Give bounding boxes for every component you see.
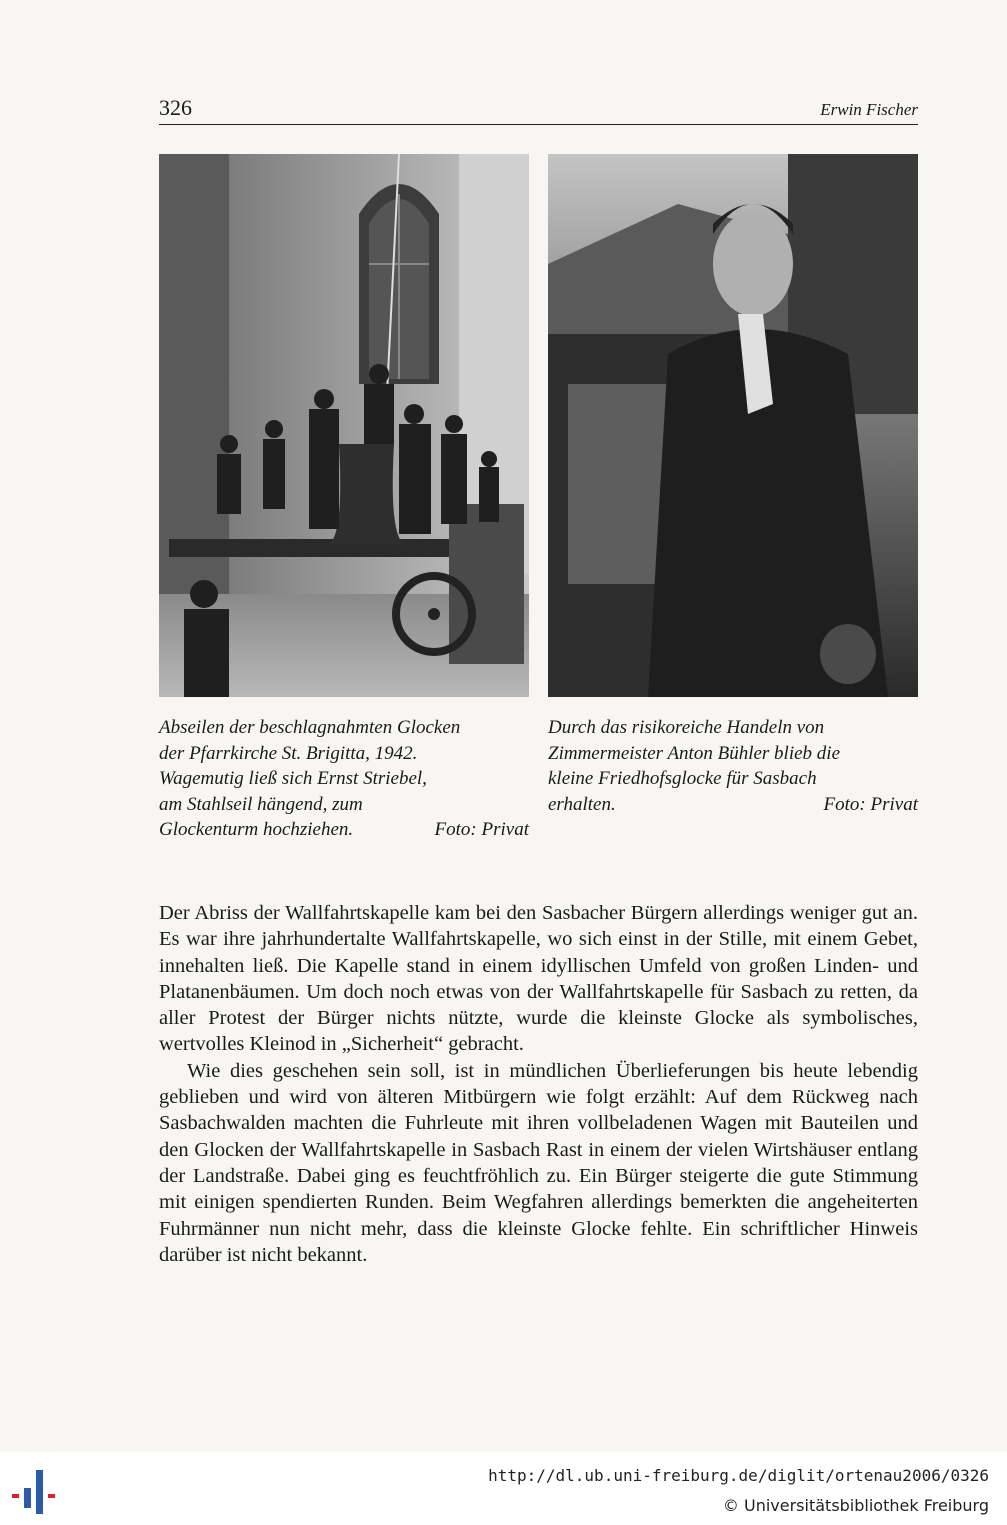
ub-freiburg-logo-icon [12, 1464, 64, 1514]
photo-credit: Foto: Privat [434, 819, 529, 840]
caption-line: Abseilen der beschlagnahmten Glocken [159, 717, 461, 738]
source-url-link[interactable]: http://dl.ub.uni-freiburg.de/diglit/ortenau2006/0326 [488, 1466, 989, 1485]
body-text [159, 900, 918, 1268]
paragraph: Der Abriss der Wallfahrtskapelle kam bei den Sasbacher Bürgern allerdings weniger gut an. Es war ihre jahrhundertalte Wallfahrtskapelle, wo sich einst in der Stille, mit einem Gebet, innehalten ließ. Die Kapelle stand in einem idyllischen Umfeld von großen Linden- und Platanenbäumen. Um doch noch etwas von der Wallfahrtskapelle für Sasbach zu retten, da aller Protest der Bürger nichts nützte, wurde die kleinste Glocke als symbolisches, wertvolles Kleinod in „Sicherheit“ gebracht. [159, 902, 918, 1056]
running-header [159, 96, 918, 125]
page-number: 326 [159, 95, 192, 120]
caption-line: Zimmermeister Anton Bühler blieb die [548, 742, 841, 764]
photo-credit: Foto: Privat [823, 793, 918, 815]
photo-portrait-anton-buehler [548, 154, 918, 697]
caption-line: am Stahlseil hängend, zum [159, 793, 363, 815]
footer [0, 1452, 1007, 1525]
caption-line-last [548, 792, 918, 818]
caption-line: Wagemutig ließ sich Ernst Striebel, [159, 768, 427, 789]
caption-line-last [159, 817, 529, 843]
caption-left [159, 715, 529, 843]
caption-line-text: Glockenturm hochziehen. [159, 819, 354, 840]
caption-line-text: erhalten. [548, 793, 616, 815]
copyright-notice: © Universitätsbibliothek Freiburg [722, 1496, 989, 1515]
caption-line: Durch das risikoreiche Handeln von [548, 717, 825, 738]
caption-right [548, 715, 918, 817]
running-author: Erwin Fischer [820, 100, 918, 119]
caption-line: der Pfarrkirche St. Brigitta, 1942. [159, 742, 418, 764]
photo-bell-removal [159, 154, 529, 697]
paragraph: Wie dies geschehen sein soll, ist in mündlichen Überlieferungen bis heute lebendig geblieben und wird von älteren Mitbürgern wie folgt erzählt: Auf dem Rückweg nach Sasbachwalden machten die Fuhrleute mit ihren vollbeladenen Wagen mit Bauteilen und den Glocken der Wallfahrtskapelle in Sasbach Rast in einem der vielen Wirtshäuser entlang der Landstraße. Dabei ging es feuchtfröhlich zu. Ein Bürger steigerte die gute Stimmung mit einigen spendierten Runden. Beim Wegfahren allerdings bemerkten die angeheiterten Fuhrmänner nun nicht mehr, dass die kleinste Glocke fehlte. Ein schriftlicher Hinweis darüber ist nicht bekannt. [159, 1059, 918, 1266]
caption-line: kleine Friedhofsglocke für Sasbach [548, 768, 817, 789]
